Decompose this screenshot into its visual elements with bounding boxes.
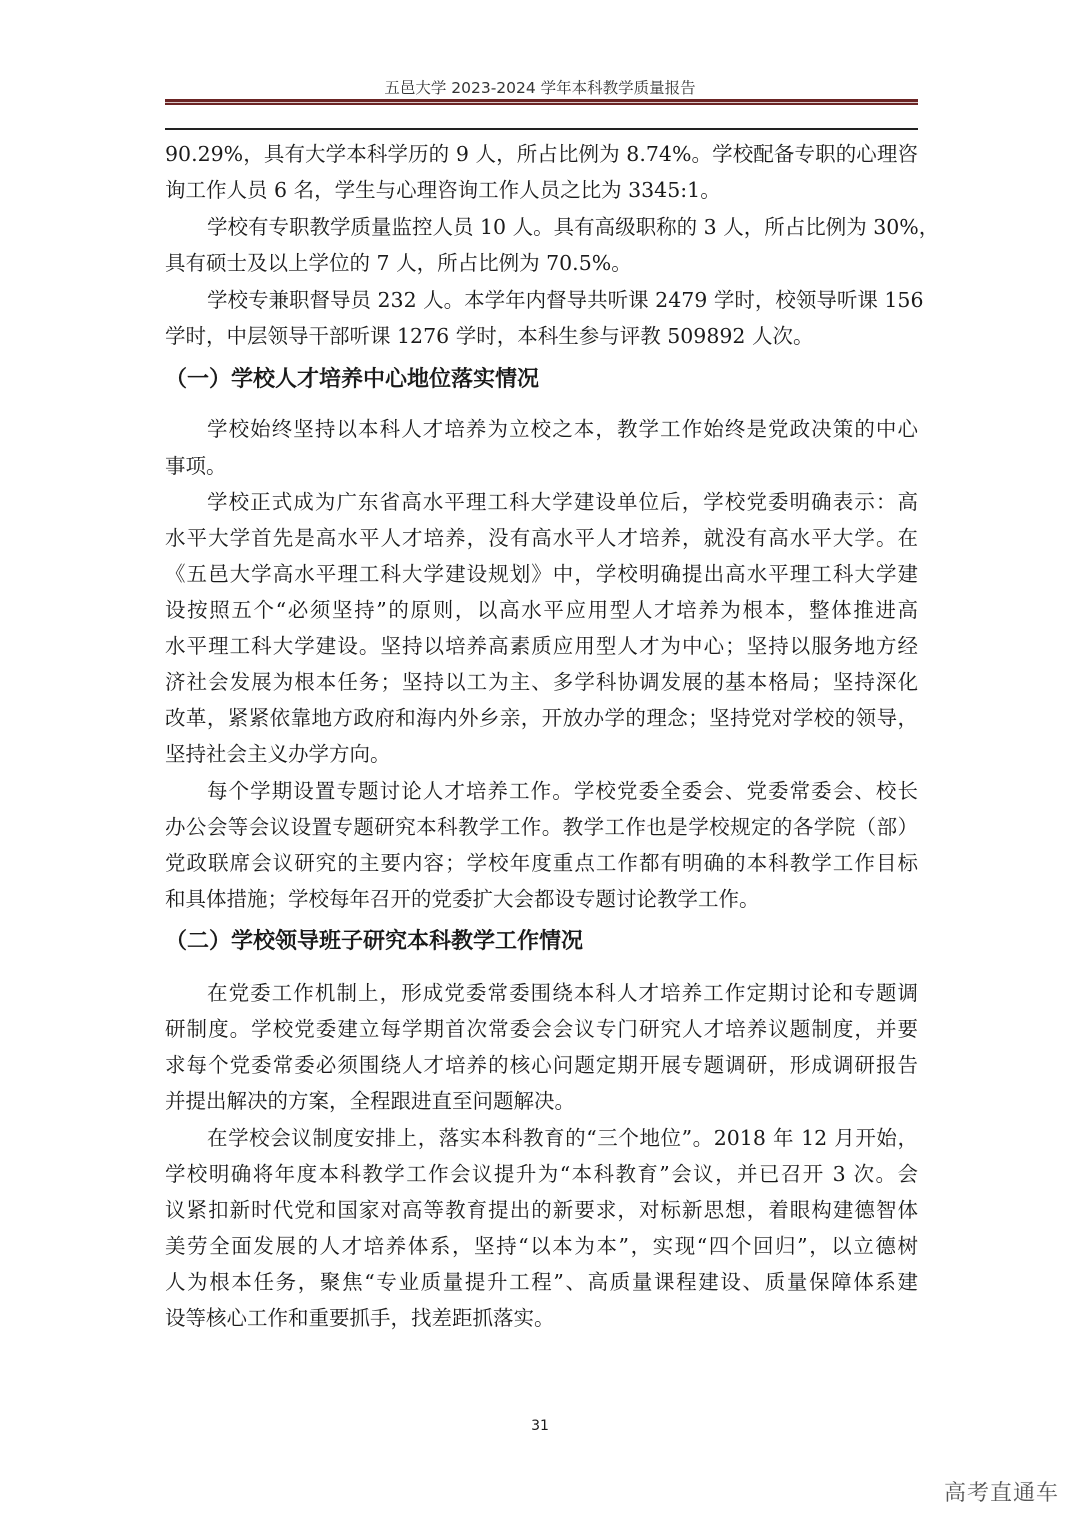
paragraph-line: 每个学期设置专题讨论人才培养工作。学校党委全委会、党委常委会、校长 (207, 779, 918, 803)
paragraph-line: 事项。 (165, 454, 227, 478)
paragraph-line: 济社会发展为根本任务；坚持以工为主、多学科协调发展的基本格局；坚持深化 (165, 670, 918, 694)
paragraph-line: 水平理工科大学建设。坚持以培养高素质应用型人才为中心；坚持以服务地方经 (165, 634, 918, 658)
watermark: 高考直通车 (944, 1481, 1060, 1506)
paragraph-line: 具有硕士及以上学位的 7 人，所占比例为 70.5%。 (165, 251, 632, 275)
paragraph-line: 水平大学首先是高水平人才培养，没有高水平人才培养，就没有高水平大学。在 (165, 526, 918, 550)
paragraph-line: 议紧扣新时代党和国家对高等教育提出的新要求，对标新思想，着眼构建德智体 (165, 1198, 918, 1222)
paragraph-line: 在党委工作机制上，形成党委常委围绕本科人才培养工作定期讨论和专题调 (207, 981, 918, 1005)
running-header: 五邑大学 2023-2024 学年本科教学质量报告 (384, 79, 696, 97)
paragraph-line: 坚持社会主义办学方向。 (165, 742, 391, 766)
paragraph-line: 改革，紧紧依靠地方政府和海内外乡亲，开放办学的理念；坚持党对学校的领导， (165, 706, 918, 730)
paragraph-line: 学校正式成为广东省高水平理工科大学建设单位后，学校党委明确表示：高 (207, 490, 918, 514)
paragraph-line: 学校始终坚持以本科人才培养为立校之本，教学工作始终是党政决策的中心 (207, 417, 918, 441)
page-number: 31 (531, 1418, 549, 1434)
paragraph-line: 办公会等会议设置专题研究本科教学工作。教学工作也是学校规定的各学院（部） (165, 815, 918, 839)
paragraph-line: 90.29%，具有大学本科学历的 9 人，所占比例为 8.74%。学校配备专职的心理咨 (165, 142, 918, 166)
paragraph-line: 研制度。学校党委建立每学期首次常委会会议专门研究人才培养议题制度，并要 (165, 1017, 918, 1041)
paragraph-line: 人为根本任务，聚焦“专业质量提升工程”、高质量课程建设、质量保障体系建 (165, 1270, 918, 1294)
paragraph-line: 学校有专职教学质量监控人员 10 人。具有高级职称的 3 人，所占比例为 30%， (207, 215, 940, 239)
paragraph-line: 党政联席会议研究的主要内容；学校年度重点工作都有明确的本科教学工作目标 (165, 851, 918, 875)
header-rule-thin (165, 128, 918, 130)
paragraph-line: 美劳全面发展的人才培养体系，坚持“以本为本”，实现“四个回归”，以立德树 (165, 1234, 918, 1258)
paragraph-line: 《五邑大学高水平理工科大学建设规划》中，学校明确提出高水平理工科大学建 (165, 562, 918, 586)
paragraph-line: 学时，中层领导干部听课 1276 学时，本科生参与评教 509892 人次。 (165, 324, 814, 348)
paragraph-line: 求每个党委常委必须围绕人才培养的核心问题定期开展专题调研，形成调研报告 (165, 1053, 918, 1077)
paragraph-line: 设按照五个“必须坚持”的原则，以高水平应用型人才培养为根本，整体推进高 (165, 598, 918, 622)
section-heading: （一）学校人才培养中心地位落实情况 (165, 367, 540, 392)
paragraph-line: 和具体措施；学校每年召开的党委扩大会都设专题讨论教学工作。 (165, 887, 760, 911)
paragraph-line: 设等核心工作和重要抓手，找差距抓落实。 (165, 1306, 555, 1330)
section-heading: （二）学校领导班子研究本科教学工作情况 (165, 929, 584, 954)
paragraph-line: 在学校会议制度安排上，落实本科教育的“三个地位”。2018 年 12 月开始， (207, 1126, 918, 1150)
paragraph-line: 学校明确将年度本科教学工作会议提升为“本科教育”会议，并已召开 3 次。会 (165, 1162, 918, 1186)
header-rule-highlight (165, 102, 918, 103)
paragraph-line: 询工作人员 6 名，学生与心理咨询工作人员之比为 3345:1。 (165, 178, 721, 202)
paragraph-line: 学校专兼职督导员 232 人。本学年内督导共听课 2479 学时，校领导听课 156 (207, 288, 924, 312)
paragraph-line: 并提出解决的方案，全程跟进直至问题解决。 (165, 1089, 575, 1113)
